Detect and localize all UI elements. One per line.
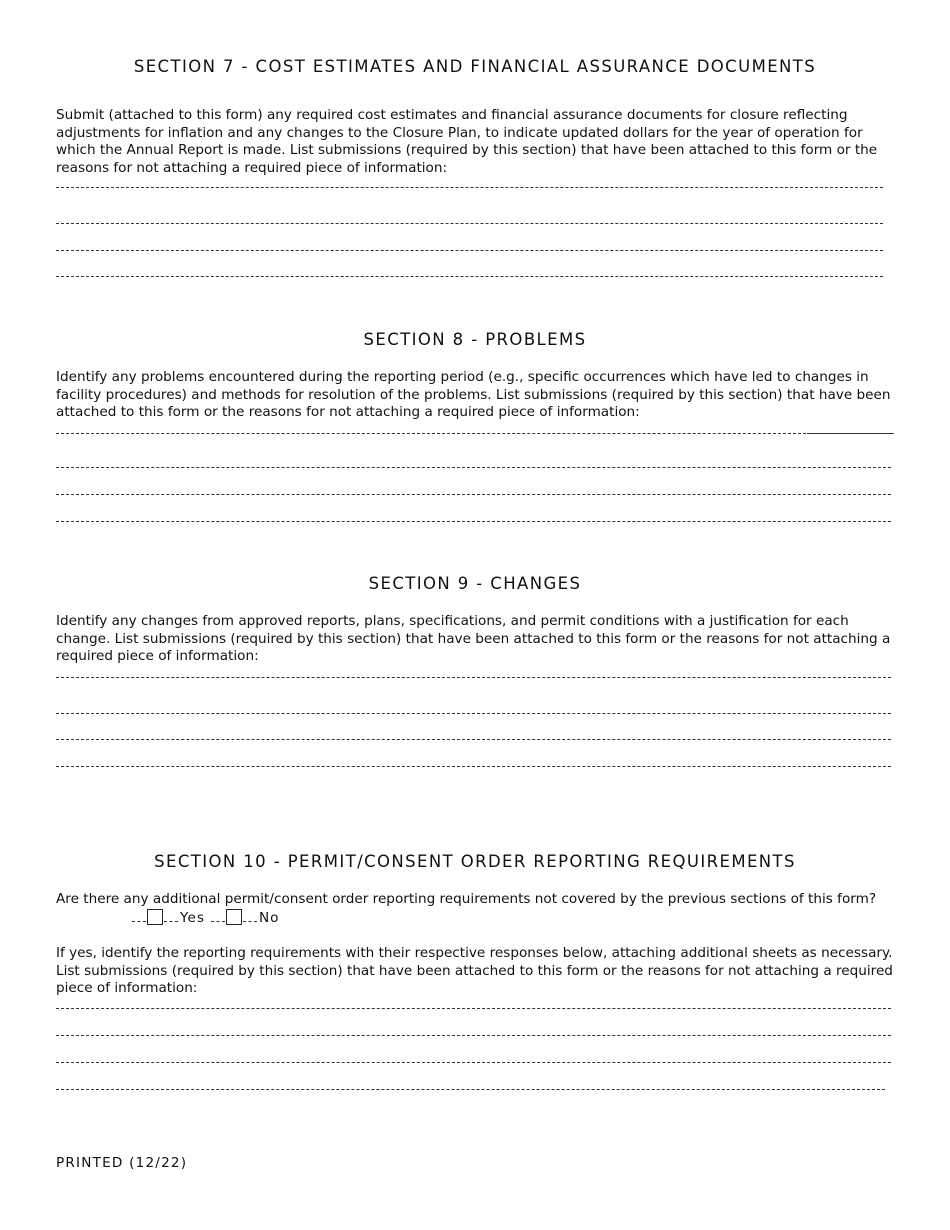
section-8-answer-line-1-tail[interactable] [807,433,894,434]
section-8-heading: SECTION 8 - PROBLEMS [363,330,587,349]
section-9-answer-line-3[interactable] [56,739,891,740]
section-10-heading: SECTION 10 - PERMIT/CONSENT ORDER REPORTING REQUIREMENTS [154,852,796,871]
yes-no-choice [132,909,285,927]
section-9-instructions: Identify any changes from approved reports, plans, specifications, and permit conditions with a justification for each change. List submissions (required by this section) that have been attached to this form or the reasons for not attaching a required piece of information: [56,613,891,665]
section-7-answer-line-3[interactable] [56,250,883,251]
no-checkbox[interactable] [226,909,242,925]
section-10-answer-line-3[interactable] [56,1062,891,1063]
section-8-answer-line-1[interactable] [56,433,806,434]
section-9-answer-line-1[interactable] [56,677,891,678]
section-7-answer-line-1[interactable] [56,187,883,188]
section-9-answer-line-4[interactable] [56,766,891,767]
yes-label: Yes [180,910,205,926]
yes-checkbox[interactable] [147,909,163,925]
section-9-heading: SECTION 9 - CHANGES [368,574,582,593]
section-7-answer-line-2[interactable] [56,223,883,224]
printed-date: PRINTED (12/22) [56,1155,188,1171]
section-7-heading: SECTION 7 - COST ESTIMATES AND FINANCIAL ASSURANCE DOCUMENTS [133,57,817,76]
section-10-question: Are there any additional permit/consent order reporting requirements not covered by the previous sections of this form? [56,891,877,907]
section-10-answer-line-2[interactable] [56,1035,891,1036]
section-8-answer-line-2[interactable] [56,467,891,468]
section-10-instructions: If yes, identify the reporting requirements with their respective responses below, attaching additional sheets as necessary. List submissions (required by this section) that have been attached to this form or the reasons for not attaching a required piece of information: [56,945,893,997]
section-9-answer-line-2[interactable] [56,713,891,714]
section-8-instructions: Identify any problems encountered during the reporting period (e.g., specific occurrences which have led to changes in facility procedures) and methods for resolution of the problems. List submissions (required by this section) that have been attached to this form or the reasons for not attaching a required piece of information: [56,369,891,421]
section-8-answer-line-4[interactable] [56,521,891,522]
no-label: No [258,910,280,926]
section-7-instructions: Submit (attached to this form) any required cost estimates and financial assurance documents for closure reflecting adjustments for inflation and any changes to the Closure Plan, to indicate updated dollars for the year of operation for which the Annual Report is made. List submissions (required by this section) that have been attached to this form or the reasons for not attaching a required piece of information: [56,107,878,176]
section-8-answer-line-3[interactable] [56,494,891,495]
section-10-answer-line-4[interactable] [56,1089,885,1090]
section-7-answer-line-4[interactable] [56,276,883,277]
section-10-answer-line-1[interactable] [56,1008,891,1009]
